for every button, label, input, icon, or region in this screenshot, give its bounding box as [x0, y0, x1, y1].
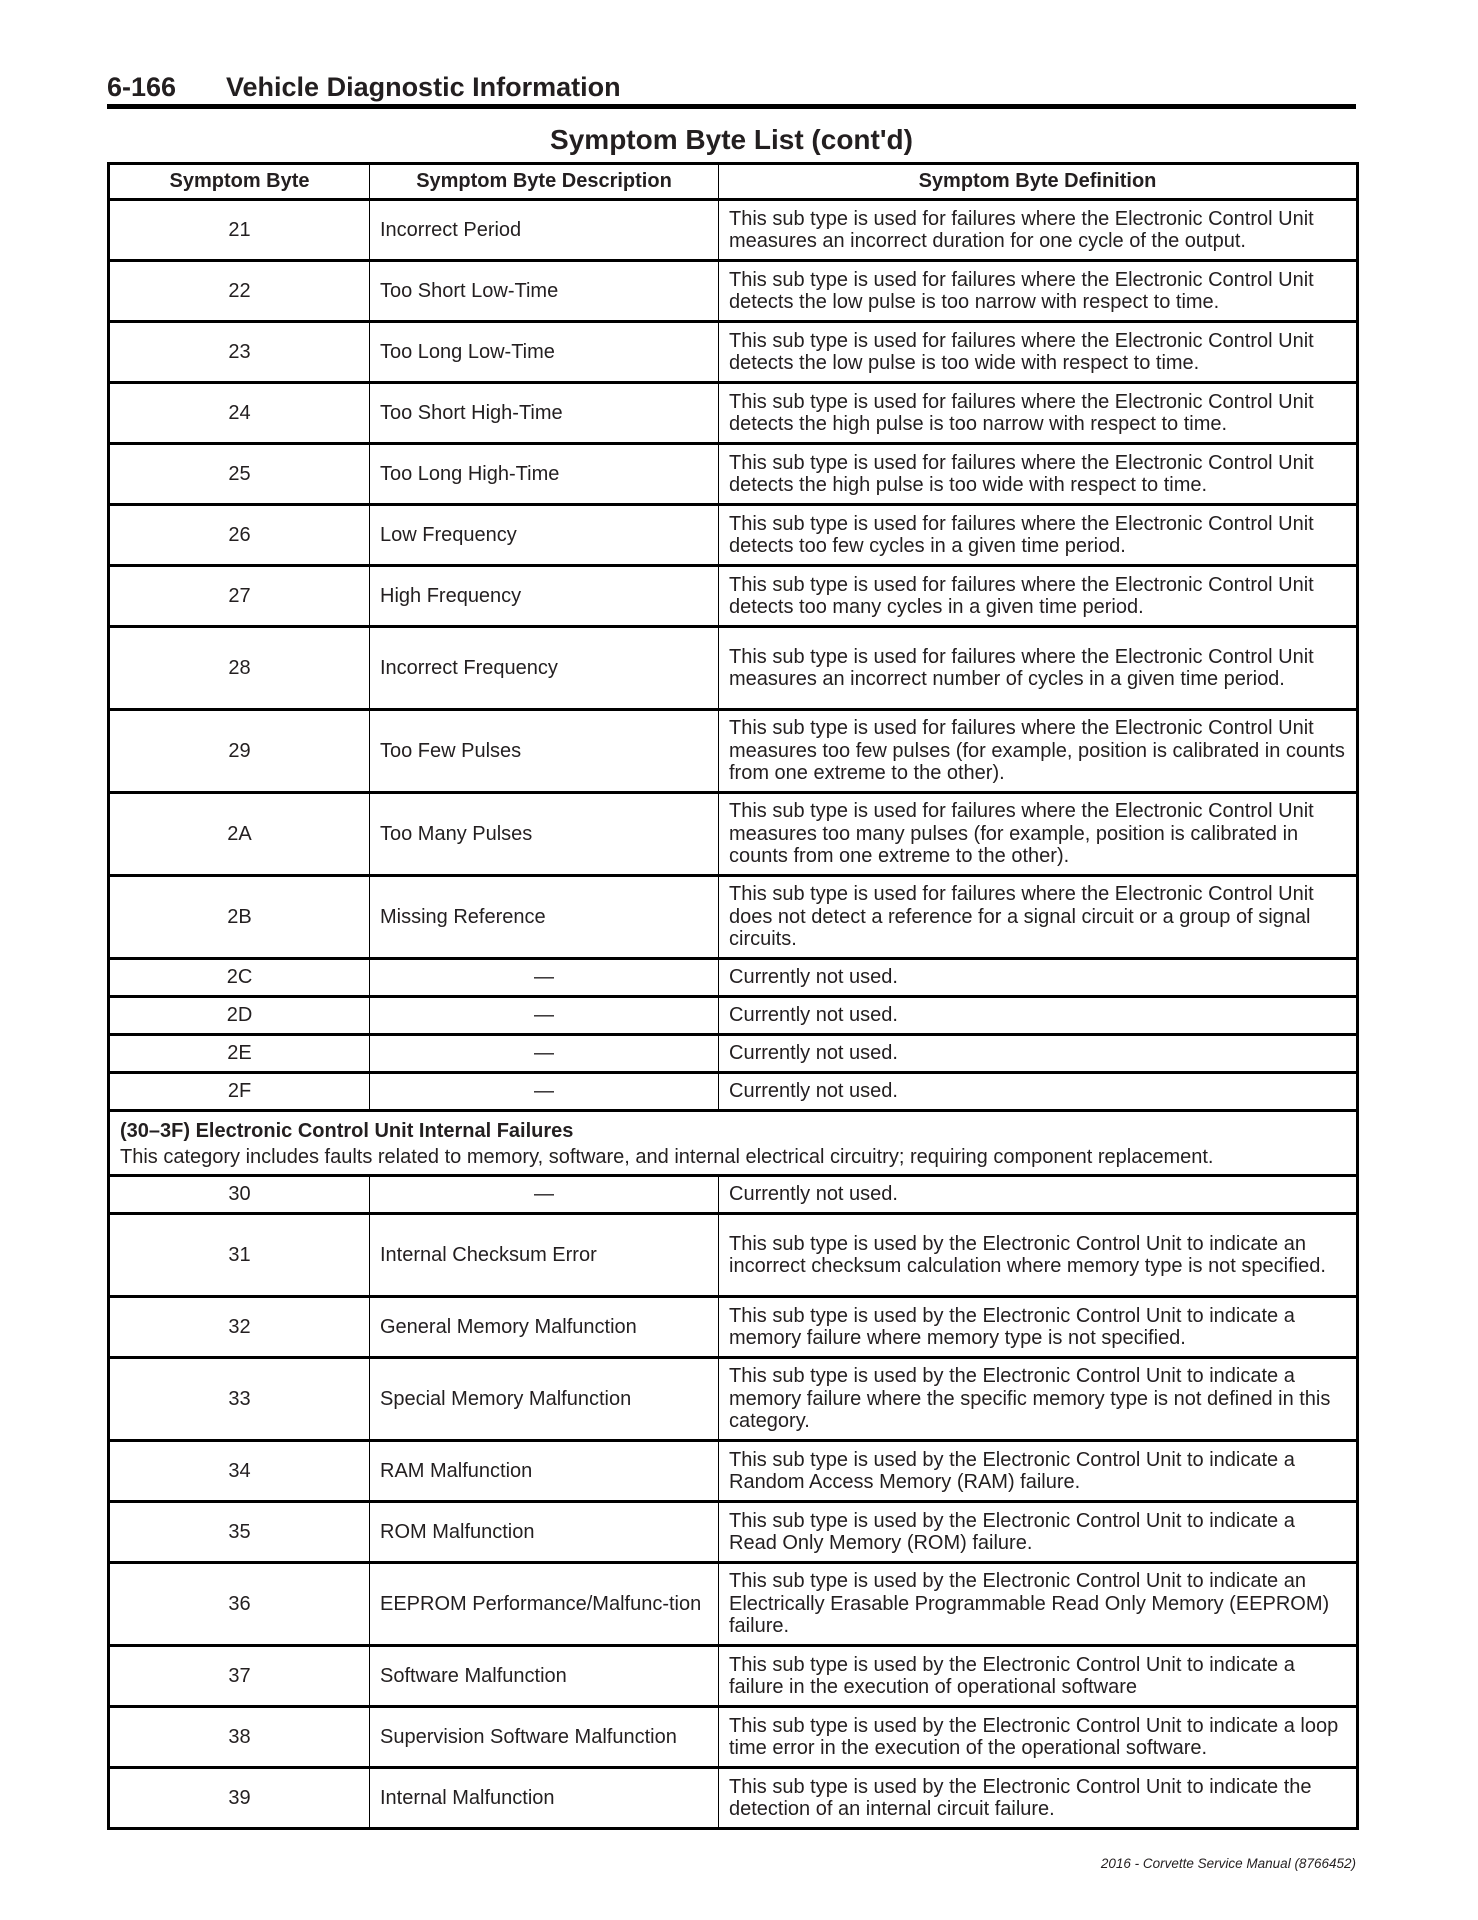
description-cell: Too Short Low-Time [370, 261, 719, 322]
description-cell: Too Long High-Time [370, 444, 719, 505]
table-title: Symptom Byte List (cont'd) [550, 124, 913, 155]
description-cell: Too Short High-Time [370, 383, 719, 444]
symptom-byte-cell: 2B [109, 876, 370, 959]
table-row [109, 793, 1358, 876]
table-row [109, 1073, 1358, 1111]
definition-cell: This sub type is used for failures where the Electronic Control Unit detects the low pulse is too narrow with respect to time. [719, 261, 1358, 322]
table-body-group1 [109, 200, 1358, 1111]
table-row [109, 322, 1358, 383]
definition-cell: This sub type is used by the Electronic Control Unit to indicate the detection of an internal circuit failure. [719, 1768, 1358, 1829]
symptom-byte-cell: 23 [109, 322, 370, 383]
description-cell: — [370, 997, 719, 1035]
definition-cell: This sub type is used for failures where the Electronic Control Unit detects too few cycles in a given time period. [719, 505, 1358, 566]
definition-cell: This sub type is used for failures where the Electronic Control Unit detects the high pulse is too narrow with respect to time. [719, 383, 1358, 444]
table-row [109, 1214, 1358, 1297]
table-row [109, 1358, 1358, 1441]
table-row [109, 1768, 1358, 1829]
section-title: Vehicle Diagnostic Information [226, 72, 621, 102]
category-title: (30–3F) Electronic Control Unit Internal Failures [120, 1120, 574, 1142]
table-header-row [109, 164, 1358, 200]
symptom-byte-cell: 28 [109, 627, 370, 710]
table-row [109, 1176, 1358, 1214]
description-cell: Missing Reference [370, 876, 719, 959]
table-body-group2 [109, 1176, 1358, 1829]
symptom-byte-cell: 26 [109, 505, 370, 566]
column-header-definition: Symptom Byte Definition [719, 164, 1358, 200]
table-row [109, 1502, 1358, 1563]
symptom-byte-cell: 27 [109, 566, 370, 627]
definition-cell: Currently not used. [719, 1035, 1358, 1073]
symptom-byte-cell: 31 [109, 1214, 370, 1297]
table-row [109, 566, 1358, 627]
page-number: 6-166 [107, 72, 177, 102]
definition-cell: This sub type is used by the Electronic Control Unit to indicate an incorrect checksum calculation where memory type is not specified. [719, 1214, 1358, 1297]
category-description: This category includes faults related to memory, software, and internal electrical circuitry; requiring component replacement. [120, 1146, 1214, 1168]
symptom-byte-cell: 2A [109, 793, 370, 876]
description-cell: Incorrect Frequency [370, 627, 719, 710]
description-cell: Supervision Software Malfunction [370, 1707, 719, 1768]
definition-cell: Currently not used. [719, 1073, 1358, 1111]
symptom-byte-cell: 30 [109, 1176, 370, 1214]
table-row [109, 627, 1358, 710]
table-row [109, 959, 1358, 997]
description-cell: ROM Malfunction [370, 1502, 719, 1563]
table-row [109, 261, 1358, 322]
table-row [109, 1035, 1358, 1073]
definition-cell: This sub type is used by the Electronic Control Unit to indicate a failure in the execution of operational software [719, 1646, 1358, 1707]
definition-cell: This sub type is used by the Electronic Control Unit to indicate a memory failure where the specific memory type is not defined in this category. [719, 1358, 1358, 1441]
table-row [109, 444, 1358, 505]
table-row [109, 1563, 1358, 1646]
definition-cell: This sub type is used for failures where the Electronic Control Unit measures too few pulses (for example, position is calibrated in counts from one extreme to the other). [719, 710, 1358, 793]
definition-cell: Currently not used. [719, 1176, 1358, 1214]
definition-cell: Currently not used. [719, 959, 1358, 997]
symptom-byte-cell: 29 [109, 710, 370, 793]
table-row [109, 876, 1358, 959]
description-cell: — [370, 1073, 719, 1111]
description-cell: — [370, 1176, 719, 1214]
symptom-byte-cell: 36 [109, 1563, 370, 1646]
table-row [109, 383, 1358, 444]
symptom-byte-cell: 35 [109, 1502, 370, 1563]
table-row [109, 710, 1358, 793]
description-cell: Internal Checksum Error [370, 1214, 719, 1297]
description-cell: Incorrect Period [370, 200, 719, 261]
description-cell: — [370, 1035, 719, 1073]
description-cell: Software Malfunction [370, 1646, 719, 1707]
column-header-symptom-byte: Symptom Byte [109, 164, 370, 200]
table-row [109, 505, 1358, 566]
description-cell: Too Many Pulses [370, 793, 719, 876]
symptom-byte-cell: 2C [109, 959, 370, 997]
description-cell: Special Memory Malfunction [370, 1358, 719, 1441]
symptom-byte-cell: 25 [109, 444, 370, 505]
symptom-byte-cell: 39 [109, 1768, 370, 1829]
description-cell: RAM Malfunction [370, 1441, 719, 1502]
definition-cell: This sub type is used for failures where the Electronic Control Unit measures an incorrect number of cycles in a given time period. [719, 627, 1358, 710]
definition-cell: This sub type is used for failures where the Electronic Control Unit detects too many cycles in a given time period. [719, 566, 1358, 627]
definition-cell: This sub type is used for failures where the Electronic Control Unit measures an incorrect duration for one cycle of the output. [719, 200, 1358, 261]
table-category-section [109, 1111, 1358, 1176]
description-cell: General Memory Malfunction [370, 1297, 719, 1358]
table-row [109, 200, 1358, 261]
definition-cell: This sub type is used by the Electronic Control Unit to indicate a memory failure where memory type is not specified. [719, 1297, 1358, 1358]
symptom-byte-cell: 38 [109, 1707, 370, 1768]
header-rule [107, 104, 1356, 109]
category-row [109, 1111, 1358, 1176]
definition-cell: This sub type is used for failures where the Electronic Control Unit does not detect a reference for a signal circuit or a group of signal circuits. [719, 876, 1358, 959]
description-cell: Internal Malfunction [370, 1768, 719, 1829]
definition-cell: This sub type is used by the Electronic Control Unit to indicate a Read Only Memory (ROM) failure. [719, 1502, 1358, 1563]
symptom-byte-cell: 21 [109, 200, 370, 261]
definition-cell: This sub type is used for failures where the Electronic Control Unit detects the high pulse is too wide with respect to time. [719, 444, 1358, 505]
table-row [109, 1707, 1358, 1768]
symptom-byte-cell: 37 [109, 1646, 370, 1707]
page-footer: 2016 - Corvette Service Manual (8766452) [1100, 1856, 1356, 1871]
symptom-byte-cell: 22 [109, 261, 370, 322]
category-cell [109, 1111, 1358, 1176]
definition-cell: Currently not used. [719, 997, 1358, 1035]
symptom-byte-cell: 32 [109, 1297, 370, 1358]
description-cell: Too Few Pulses [370, 710, 719, 793]
description-cell: Low Frequency [370, 505, 719, 566]
table-row [109, 1297, 1358, 1358]
symptom-byte-cell: 2E [109, 1035, 370, 1073]
description-cell: EEPROM Performance/Malfunc-tion [370, 1563, 719, 1646]
definition-cell: This sub type is used for failures where the Electronic Control Unit measures too many pulses (for example, position is calibrated in counts from one extreme to the other). [719, 793, 1358, 876]
symptom-byte-cell: 2D [109, 997, 370, 1035]
column-header-description: Symptom Byte Description [370, 164, 719, 200]
definition-cell: This sub type is used by the Electronic Control Unit to indicate an Electrically Erasable Programmable Read Only Memory (EEPROM) failure. [719, 1563, 1358, 1646]
table-row [109, 1441, 1358, 1502]
definition-cell: This sub type is used by the Electronic Control Unit to indicate a loop time error in the execution of the operational software. [719, 1707, 1358, 1768]
symptom-byte-cell: 34 [109, 1441, 370, 1502]
symptom-byte-cell: 2F [109, 1073, 370, 1111]
definition-cell: This sub type is used for failures where the Electronic Control Unit detects the low pulse is too wide with respect to time. [719, 322, 1358, 383]
description-cell: — [370, 959, 719, 997]
description-cell: Too Long Low-Time [370, 322, 719, 383]
symptom-byte-table [107, 162, 1359, 1830]
symptom-byte-cell: 33 [109, 1358, 370, 1441]
table-row [109, 997, 1358, 1035]
table-row [109, 1646, 1358, 1707]
description-cell: High Frequency [370, 566, 719, 627]
symptom-byte-cell: 24 [109, 383, 370, 444]
definition-cell: This sub type is used by the Electronic Control Unit to indicate a Random Access Memory (RAM) failure. [719, 1441, 1358, 1502]
